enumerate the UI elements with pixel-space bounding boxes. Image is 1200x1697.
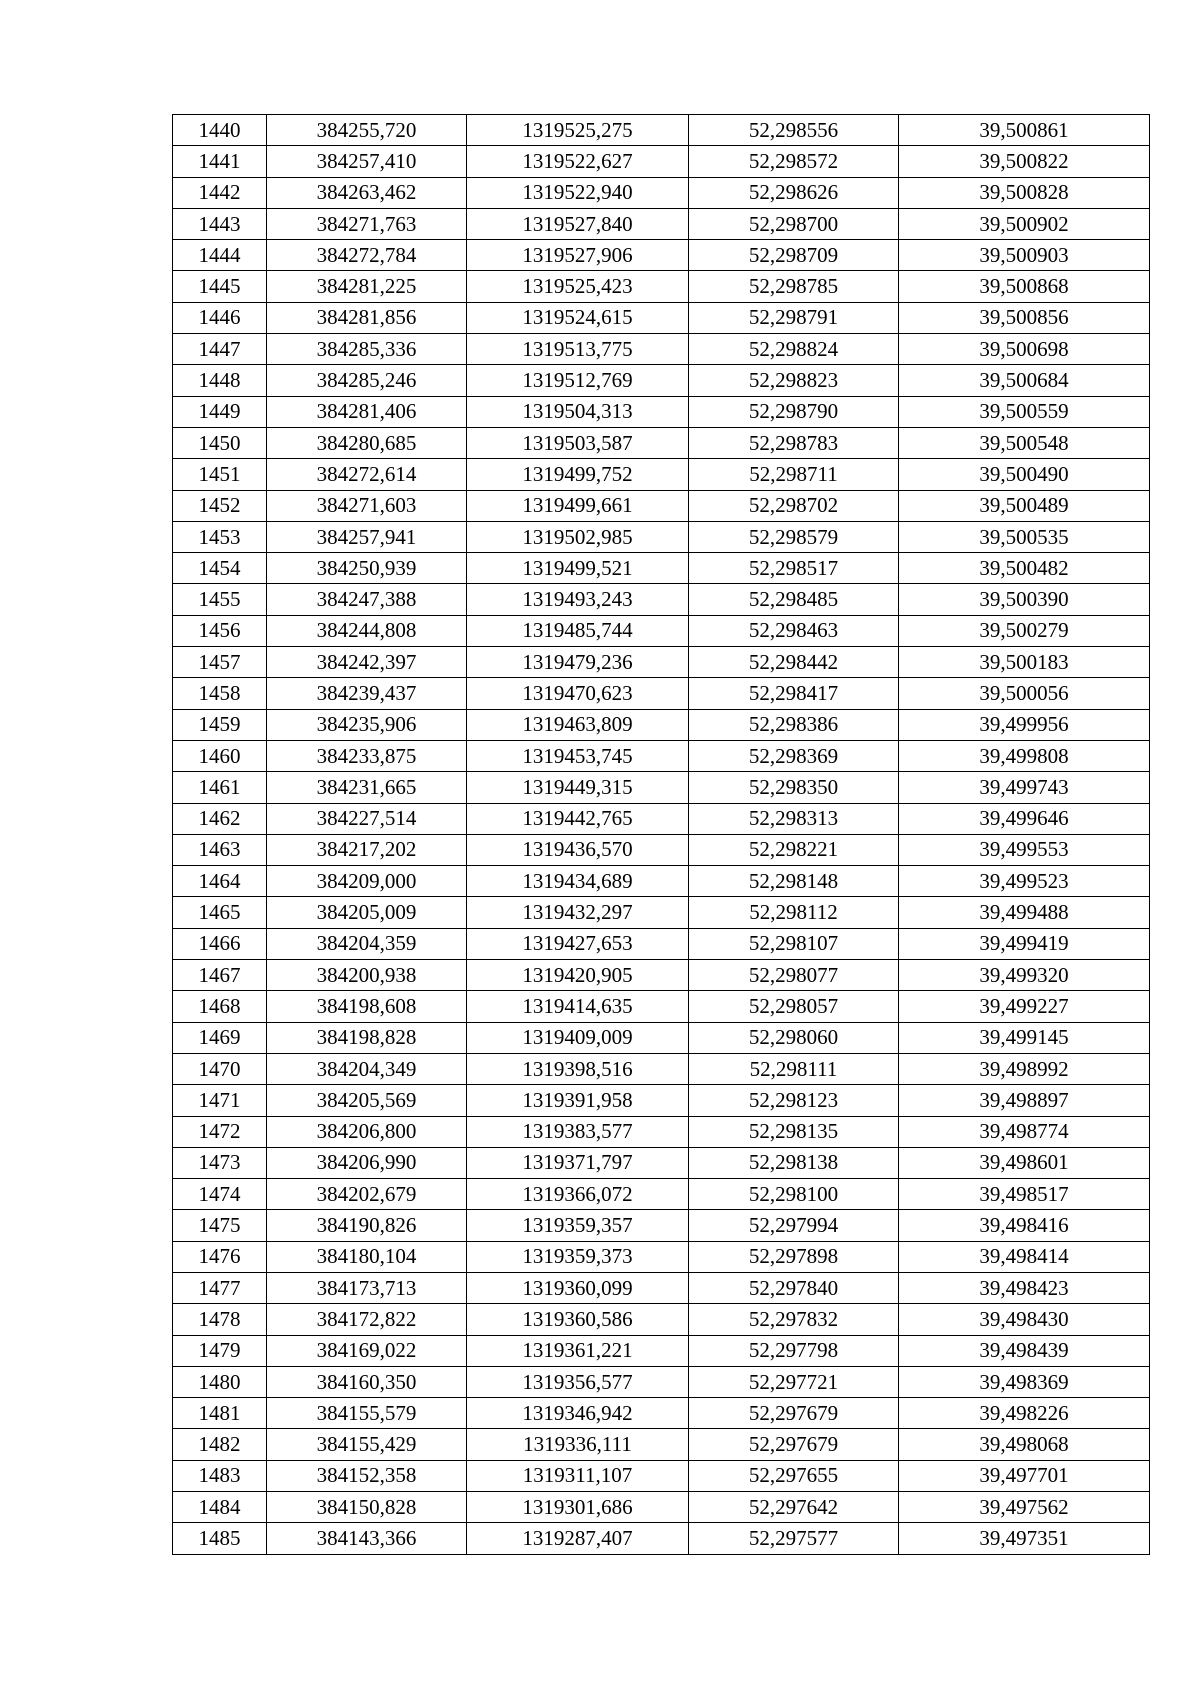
table-row — [173, 1335, 1150, 1366]
longitude-cell: 39,499646 — [899, 803, 1150, 834]
x-coordinate-cell: 384204,359 — [267, 928, 467, 959]
latitude-cell: 52,298442 — [689, 647, 899, 678]
point-number-cell: 1462 — [173, 803, 267, 834]
x-coordinate-cell: 384206,800 — [267, 1116, 467, 1147]
y-coordinate-cell: 1319442,765 — [467, 803, 689, 834]
longitude-cell: 39,500902 — [899, 208, 1150, 239]
point-number-cell: 1476 — [173, 1241, 267, 1272]
latitude-cell: 52,298709 — [689, 240, 899, 271]
x-coordinate-cell: 384160,350 — [267, 1366, 467, 1397]
longitude-cell: 39,498774 — [899, 1116, 1150, 1147]
point-number-cell: 1481 — [173, 1398, 267, 1429]
y-coordinate-cell: 1319366,072 — [467, 1179, 689, 1210]
y-coordinate-cell: 1319383,577 — [467, 1116, 689, 1147]
x-coordinate-cell: 384227,514 — [267, 803, 467, 834]
x-coordinate-cell: 384235,906 — [267, 709, 467, 740]
x-coordinate-cell: 384242,397 — [267, 647, 467, 678]
latitude-cell: 52,298417 — [689, 678, 899, 709]
table-row — [173, 553, 1150, 584]
x-coordinate-cell: 384217,202 — [267, 834, 467, 865]
y-coordinate-cell: 1319525,275 — [467, 115, 689, 146]
latitude-cell: 52,298112 — [689, 897, 899, 928]
x-coordinate-cell: 384202,679 — [267, 1179, 467, 1210]
point-number-cell: 1485 — [173, 1523, 267, 1554]
longitude-cell: 39,498423 — [899, 1272, 1150, 1303]
y-coordinate-cell: 1319414,635 — [467, 991, 689, 1022]
table-row — [173, 240, 1150, 271]
point-number-cell: 1443 — [173, 208, 267, 239]
y-coordinate-cell: 1319359,373 — [467, 1241, 689, 1272]
y-coordinate-cell: 1319398,516 — [467, 1053, 689, 1084]
longitude-cell: 39,500535 — [899, 521, 1150, 552]
y-coordinate-cell: 1319522,627 — [467, 146, 689, 177]
x-coordinate-cell: 384190,826 — [267, 1210, 467, 1241]
table-row — [173, 615, 1150, 646]
latitude-cell: 52,297577 — [689, 1523, 899, 1554]
coordinates-table — [172, 114, 1150, 1555]
x-coordinate-cell: 384209,000 — [267, 866, 467, 897]
longitude-cell: 39,500828 — [899, 177, 1150, 208]
longitude-cell: 39,500559 — [899, 396, 1150, 427]
table-row — [173, 1523, 1150, 1554]
table-row — [173, 146, 1150, 177]
table-row — [173, 928, 1150, 959]
y-coordinate-cell: 1319453,745 — [467, 740, 689, 771]
point-number-cell: 1450 — [173, 427, 267, 458]
y-coordinate-cell: 1319346,942 — [467, 1398, 689, 1429]
y-coordinate-cell: 1319512,769 — [467, 365, 689, 396]
y-coordinate-cell: 1319493,243 — [467, 584, 689, 615]
x-coordinate-cell: 384280,685 — [267, 427, 467, 458]
table-row — [173, 1116, 1150, 1147]
y-coordinate-cell: 1319504,313 — [467, 396, 689, 427]
longitude-cell: 39,499956 — [899, 709, 1150, 740]
table-row — [173, 1460, 1150, 1491]
longitude-cell: 39,498369 — [899, 1366, 1150, 1397]
longitude-cell: 39,499227 — [899, 991, 1150, 1022]
table-row — [173, 1053, 1150, 1084]
latitude-cell: 52,298221 — [689, 834, 899, 865]
x-coordinate-cell: 384239,437 — [267, 678, 467, 709]
latitude-cell: 52,297840 — [689, 1272, 899, 1303]
point-number-cell: 1480 — [173, 1366, 267, 1397]
point-number-cell: 1471 — [173, 1085, 267, 1116]
y-coordinate-cell: 1319336,111 — [467, 1429, 689, 1460]
latitude-cell: 52,298111 — [689, 1053, 899, 1084]
longitude-cell: 39,498068 — [899, 1429, 1150, 1460]
point-number-cell: 1445 — [173, 271, 267, 302]
coordinates-table-body — [173, 115, 1150, 1555]
point-number-cell: 1440 — [173, 115, 267, 146]
table-row — [173, 772, 1150, 803]
x-coordinate-cell: 384272,784 — [267, 240, 467, 271]
x-coordinate-cell: 384250,939 — [267, 553, 467, 584]
y-coordinate-cell: 1319485,744 — [467, 615, 689, 646]
point-number-cell: 1454 — [173, 553, 267, 584]
table-row — [173, 459, 1150, 490]
point-number-cell: 1452 — [173, 490, 267, 521]
latitude-cell: 52,298057 — [689, 991, 899, 1022]
longitude-cell: 39,500183 — [899, 647, 1150, 678]
latitude-cell: 52,298107 — [689, 928, 899, 959]
x-coordinate-cell: 384271,603 — [267, 490, 467, 521]
point-number-cell: 1444 — [173, 240, 267, 271]
latitude-cell: 52,298702 — [689, 490, 899, 521]
longitude-cell: 39,497562 — [899, 1492, 1150, 1523]
table-row — [173, 803, 1150, 834]
latitude-cell: 52,297898 — [689, 1241, 899, 1272]
latitude-cell: 52,298700 — [689, 208, 899, 239]
table-row — [173, 115, 1150, 146]
longitude-cell: 39,500490 — [899, 459, 1150, 490]
latitude-cell: 52,298572 — [689, 146, 899, 177]
x-coordinate-cell: 384281,225 — [267, 271, 467, 302]
table-row — [173, 1179, 1150, 1210]
table-row — [173, 678, 1150, 709]
longitude-cell: 39,498517 — [899, 1179, 1150, 1210]
longitude-cell: 39,498601 — [899, 1147, 1150, 1178]
point-number-cell: 1479 — [173, 1335, 267, 1366]
longitude-cell: 39,499419 — [899, 928, 1150, 959]
latitude-cell: 52,298785 — [689, 271, 899, 302]
table-row — [173, 521, 1150, 552]
table-row — [173, 1366, 1150, 1397]
x-coordinate-cell: 384143,366 — [267, 1523, 467, 1554]
x-coordinate-cell: 384257,410 — [267, 146, 467, 177]
x-coordinate-cell: 384169,022 — [267, 1335, 467, 1366]
x-coordinate-cell: 384281,406 — [267, 396, 467, 427]
y-coordinate-cell: 1319356,577 — [467, 1366, 689, 1397]
latitude-cell: 52,298148 — [689, 866, 899, 897]
longitude-cell: 39,498416 — [899, 1210, 1150, 1241]
y-coordinate-cell: 1319427,653 — [467, 928, 689, 959]
table-row — [173, 1304, 1150, 1335]
y-coordinate-cell: 1319502,985 — [467, 521, 689, 552]
latitude-cell: 52,297721 — [689, 1366, 899, 1397]
x-coordinate-cell: 384172,822 — [267, 1304, 467, 1335]
x-coordinate-cell: 384155,429 — [267, 1429, 467, 1460]
y-coordinate-cell: 1319479,236 — [467, 647, 689, 678]
x-coordinate-cell: 384198,828 — [267, 1022, 467, 1053]
longitude-cell: 39,498226 — [899, 1398, 1150, 1429]
latitude-cell: 52,297655 — [689, 1460, 899, 1491]
y-coordinate-cell: 1319311,107 — [467, 1460, 689, 1491]
table-row — [173, 991, 1150, 1022]
x-coordinate-cell: 384205,009 — [267, 897, 467, 928]
y-coordinate-cell: 1319436,570 — [467, 834, 689, 865]
longitude-cell: 39,500868 — [899, 271, 1150, 302]
x-coordinate-cell: 384180,104 — [267, 1241, 467, 1272]
y-coordinate-cell: 1319301,686 — [467, 1492, 689, 1523]
point-number-cell: 1453 — [173, 521, 267, 552]
point-number-cell: 1467 — [173, 960, 267, 991]
latitude-cell: 52,297832 — [689, 1304, 899, 1335]
latitude-cell: 52,298386 — [689, 709, 899, 740]
x-coordinate-cell: 384173,713 — [267, 1272, 467, 1303]
x-coordinate-cell: 384272,614 — [267, 459, 467, 490]
latitude-cell: 52,298138 — [689, 1147, 899, 1178]
latitude-cell: 52,298711 — [689, 459, 899, 490]
latitude-cell: 52,297798 — [689, 1335, 899, 1366]
latitude-cell: 52,298517 — [689, 553, 899, 584]
longitude-cell: 39,499808 — [899, 740, 1150, 771]
y-coordinate-cell: 1319524,615 — [467, 302, 689, 333]
y-coordinate-cell: 1319513,775 — [467, 334, 689, 365]
point-number-cell: 1464 — [173, 866, 267, 897]
table-row — [173, 208, 1150, 239]
table-row — [173, 334, 1150, 365]
latitude-cell: 52,298313 — [689, 803, 899, 834]
point-number-cell: 1466 — [173, 928, 267, 959]
longitude-cell: 39,500482 — [899, 553, 1150, 584]
longitude-cell: 39,499488 — [899, 897, 1150, 928]
y-coordinate-cell: 1319499,661 — [467, 490, 689, 521]
x-coordinate-cell: 384233,875 — [267, 740, 467, 771]
latitude-cell: 52,298123 — [689, 1085, 899, 1116]
y-coordinate-cell: 1319503,587 — [467, 427, 689, 458]
y-coordinate-cell: 1319463,809 — [467, 709, 689, 740]
longitude-cell: 39,500861 — [899, 115, 1150, 146]
point-number-cell: 1478 — [173, 1304, 267, 1335]
y-coordinate-cell: 1319391,958 — [467, 1085, 689, 1116]
point-number-cell: 1441 — [173, 146, 267, 177]
table-row — [173, 271, 1150, 302]
y-coordinate-cell: 1319361,221 — [467, 1335, 689, 1366]
point-number-cell: 1460 — [173, 740, 267, 771]
x-coordinate-cell: 384198,608 — [267, 991, 467, 1022]
point-number-cell: 1472 — [173, 1116, 267, 1147]
point-number-cell: 1474 — [173, 1179, 267, 1210]
point-number-cell: 1458 — [173, 678, 267, 709]
x-coordinate-cell: 384271,763 — [267, 208, 467, 239]
x-coordinate-cell: 384150,828 — [267, 1492, 467, 1523]
longitude-cell: 39,500822 — [899, 146, 1150, 177]
table-row — [173, 1241, 1150, 1272]
x-coordinate-cell: 384155,579 — [267, 1398, 467, 1429]
point-number-cell: 1470 — [173, 1053, 267, 1084]
longitude-cell: 39,500684 — [899, 365, 1150, 396]
y-coordinate-cell: 1319527,840 — [467, 208, 689, 239]
x-coordinate-cell: 384285,246 — [267, 365, 467, 396]
point-number-cell: 1457 — [173, 647, 267, 678]
longitude-cell: 39,498439 — [899, 1335, 1150, 1366]
y-coordinate-cell: 1319525,423 — [467, 271, 689, 302]
point-number-cell: 1468 — [173, 991, 267, 1022]
longitude-cell: 39,500856 — [899, 302, 1150, 333]
point-number-cell: 1442 — [173, 177, 267, 208]
table-row — [173, 647, 1150, 678]
x-coordinate-cell: 384257,941 — [267, 521, 467, 552]
latitude-cell: 52,298790 — [689, 396, 899, 427]
point-number-cell: 1483 — [173, 1460, 267, 1491]
x-coordinate-cell: 384244,808 — [267, 615, 467, 646]
x-coordinate-cell: 384200,938 — [267, 960, 467, 991]
table-row — [173, 1085, 1150, 1116]
table-row — [173, 1147, 1150, 1178]
longitude-cell: 39,500390 — [899, 584, 1150, 615]
x-coordinate-cell: 384263,462 — [267, 177, 467, 208]
latitude-cell: 52,298100 — [689, 1179, 899, 1210]
longitude-cell: 39,498430 — [899, 1304, 1150, 1335]
y-coordinate-cell: 1319470,623 — [467, 678, 689, 709]
latitude-cell: 52,298350 — [689, 772, 899, 803]
latitude-cell: 52,297679 — [689, 1398, 899, 1429]
longitude-cell: 39,500056 — [899, 678, 1150, 709]
point-number-cell: 1473 — [173, 1147, 267, 1178]
table-row — [173, 1210, 1150, 1241]
point-number-cell: 1451 — [173, 459, 267, 490]
longitude-cell: 39,497701 — [899, 1460, 1150, 1491]
x-coordinate-cell: 384285,336 — [267, 334, 467, 365]
latitude-cell: 52,298369 — [689, 740, 899, 771]
x-coordinate-cell: 384205,569 — [267, 1085, 467, 1116]
longitude-cell: 39,498414 — [899, 1241, 1150, 1272]
table-row — [173, 866, 1150, 897]
latitude-cell: 52,298135 — [689, 1116, 899, 1147]
y-coordinate-cell: 1319371,797 — [467, 1147, 689, 1178]
y-coordinate-cell: 1319360,099 — [467, 1272, 689, 1303]
point-number-cell: 1459 — [173, 709, 267, 740]
table-row — [173, 177, 1150, 208]
table-row — [173, 897, 1150, 928]
point-number-cell: 1484 — [173, 1492, 267, 1523]
table-row — [173, 490, 1150, 521]
longitude-cell: 39,498897 — [899, 1085, 1150, 1116]
x-coordinate-cell: 384247,388 — [267, 584, 467, 615]
latitude-cell: 52,298060 — [689, 1022, 899, 1053]
table-row — [173, 396, 1150, 427]
y-coordinate-cell: 1319527,906 — [467, 240, 689, 271]
longitude-cell: 39,499523 — [899, 866, 1150, 897]
y-coordinate-cell: 1319449,315 — [467, 772, 689, 803]
table-row — [173, 1272, 1150, 1303]
table-row — [173, 1398, 1150, 1429]
latitude-cell: 52,297679 — [689, 1429, 899, 1460]
point-number-cell: 1456 — [173, 615, 267, 646]
point-number-cell: 1455 — [173, 584, 267, 615]
table-row — [173, 365, 1150, 396]
x-coordinate-cell: 384204,349 — [267, 1053, 467, 1084]
point-number-cell: 1477 — [173, 1272, 267, 1303]
table-row — [173, 834, 1150, 865]
latitude-cell: 52,298556 — [689, 115, 899, 146]
table-row — [173, 1022, 1150, 1053]
point-number-cell: 1469 — [173, 1022, 267, 1053]
table-row — [173, 302, 1150, 333]
point-number-cell: 1475 — [173, 1210, 267, 1241]
table-row — [173, 427, 1150, 458]
longitude-cell: 39,500279 — [899, 615, 1150, 646]
table-row — [173, 1492, 1150, 1523]
latitude-cell: 52,298579 — [689, 521, 899, 552]
latitude-cell: 52,298823 — [689, 365, 899, 396]
longitude-cell: 39,499553 — [899, 834, 1150, 865]
y-coordinate-cell: 1319359,357 — [467, 1210, 689, 1241]
longitude-cell: 39,499145 — [899, 1022, 1150, 1053]
latitude-cell: 52,298783 — [689, 427, 899, 458]
y-coordinate-cell: 1319522,940 — [467, 177, 689, 208]
latitude-cell: 52,298463 — [689, 615, 899, 646]
point-number-cell: 1446 — [173, 302, 267, 333]
point-number-cell: 1463 — [173, 834, 267, 865]
x-coordinate-cell: 384206,990 — [267, 1147, 467, 1178]
longitude-cell: 39,497351 — [899, 1523, 1150, 1554]
x-coordinate-cell: 384231,665 — [267, 772, 467, 803]
longitude-cell: 39,500903 — [899, 240, 1150, 271]
x-coordinate-cell: 384152,358 — [267, 1460, 467, 1491]
y-coordinate-cell: 1319499,752 — [467, 459, 689, 490]
latitude-cell: 52,297642 — [689, 1492, 899, 1523]
table-row — [173, 1429, 1150, 1460]
longitude-cell: 39,499320 — [899, 960, 1150, 991]
x-coordinate-cell: 384281,856 — [267, 302, 467, 333]
y-coordinate-cell: 1319287,407 — [467, 1523, 689, 1554]
point-number-cell: 1449 — [173, 396, 267, 427]
longitude-cell: 39,498992 — [899, 1053, 1150, 1084]
y-coordinate-cell: 1319360,586 — [467, 1304, 689, 1335]
latitude-cell: 52,298485 — [689, 584, 899, 615]
table-row — [173, 709, 1150, 740]
longitude-cell: 39,500698 — [899, 334, 1150, 365]
latitude-cell: 52,298626 — [689, 177, 899, 208]
latitude-cell: 52,298824 — [689, 334, 899, 365]
table-row — [173, 584, 1150, 615]
point-number-cell: 1482 — [173, 1429, 267, 1460]
table-row — [173, 960, 1150, 991]
y-coordinate-cell: 1319409,009 — [467, 1022, 689, 1053]
latitude-cell: 52,297994 — [689, 1210, 899, 1241]
point-number-cell: 1448 — [173, 365, 267, 396]
x-coordinate-cell: 384255,720 — [267, 115, 467, 146]
latitude-cell: 52,298077 — [689, 960, 899, 991]
point-number-cell: 1461 — [173, 772, 267, 803]
longitude-cell: 39,500548 — [899, 427, 1150, 458]
longitude-cell: 39,500489 — [899, 490, 1150, 521]
point-number-cell: 1465 — [173, 897, 267, 928]
latitude-cell: 52,298791 — [689, 302, 899, 333]
y-coordinate-cell: 1319432,297 — [467, 897, 689, 928]
table-row — [173, 740, 1150, 771]
y-coordinate-cell: 1319499,521 — [467, 553, 689, 584]
longitude-cell: 39,499743 — [899, 772, 1150, 803]
y-coordinate-cell: 1319434,689 — [467, 866, 689, 897]
point-number-cell: 1447 — [173, 334, 267, 365]
y-coordinate-cell: 1319420,905 — [467, 960, 689, 991]
